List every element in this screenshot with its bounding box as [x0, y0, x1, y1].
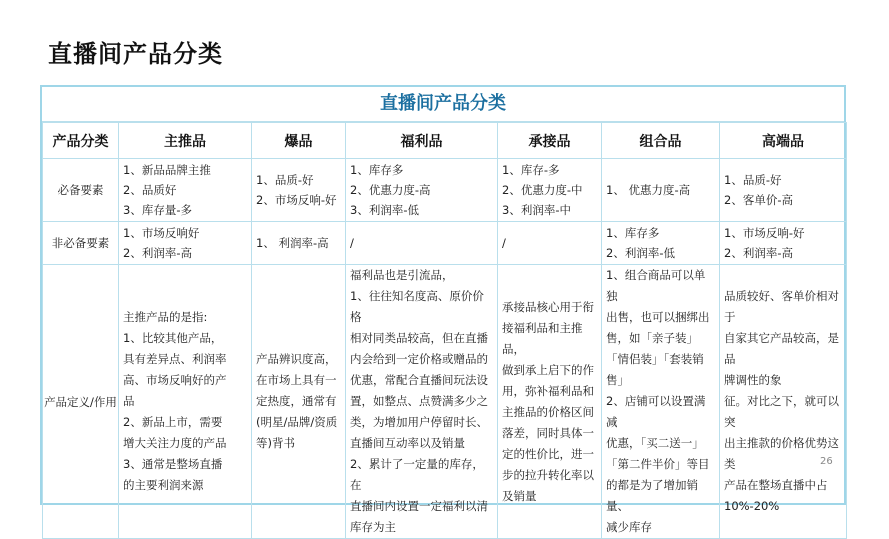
- table-title: 直播间产品分类: [42, 87, 844, 122]
- table-cell: 1、市场反响好 2、利润率-高: [119, 222, 252, 265]
- row-label-definition: 产品定义/作用: [43, 265, 119, 539]
- table-cell: 1、品质-好 2、市场反响-好: [252, 159, 346, 222]
- table-cell: /: [498, 222, 602, 265]
- table-cell: 主推产品的是指: 1、比较其他产品， 具有差异点、利润率 高、市场反响好的产 品 2、新品上市，需要 增大关注力度的产品 3、通常是整场直播 的主要利润来源: [119, 265, 252, 539]
- category-grid: [42, 122, 847, 539]
- header-category: 产品分类: [43, 123, 119, 159]
- table-cell: 1、库存多 2、优惠力度-高 3、利润率-低: [346, 159, 498, 222]
- table-cell: /: [346, 222, 498, 265]
- table-cell: 1、新品品牌主推 2、品质好 3、库存量-多: [119, 159, 252, 222]
- header-bundle-item: 组合品: [602, 123, 720, 159]
- header-hot-item: 爆品: [252, 123, 346, 159]
- product-category-table: [40, 85, 846, 534]
- table-cell: 1、组合商品可以单独 出售，也可以捆绑出 售，如「亲子装」 「情侣装」「套装销 售」 2、店铺可以设置满减 优惠，「买二送一」 「第二件半价」等目 的都是为了增加销量、 减少库存: [602, 265, 720, 539]
- table-cell: 1、市场反响-好 2、利润率-高: [720, 222, 847, 265]
- header-main-push: 主推品: [119, 123, 252, 159]
- table-row: [43, 265, 847, 539]
- row-label-required: 必备要素: [43, 159, 119, 222]
- table-cell: 产品辨识度高， 在市场上具有一 定热度，通常有 (明星/品牌/资质 等)背书: [252, 265, 346, 539]
- table-cell: 1、 利润率-高: [252, 222, 346, 265]
- header-bridge-item: 承接品: [498, 123, 602, 159]
- table-cell: 福利品也是引流品， 1、往往知名度高、原价价格 相对同类品较高，但在直播 内会给到一定价格或赠品的 优惠，常配合直播间玩法设 置，如整点、点赞满多少之 类，为增加用户停留时长、 直播间互动率以及销量 2、累计了一定量的库存，在 直播间内设置一定福利以清 库存为主: [346, 265, 498, 539]
- table-row: [43, 222, 847, 265]
- page-title: 直播间产品分类: [48, 40, 223, 68]
- table-cell: 1、库存-多 2、优惠力度-中 3、利润率-中: [498, 159, 602, 222]
- table-cell: 承接品核心用于衔 接福利品和主推品， 做到承上启下的作 用，弥补福利品和 主推品的价格区间 落差，同时具体一 定的性价比，进一 步的拉升转化率以 及销量: [498, 265, 602, 539]
- table-cell: 1、 优惠力度-高: [602, 159, 720, 222]
- page-number: 26: [820, 456, 833, 467]
- header-welfare-item: 福利品: [346, 123, 498, 159]
- header-premium-item: 高端品: [720, 123, 847, 159]
- table-cell: 1、品质-好 2、客单价-高: [720, 159, 847, 222]
- header-row: [43, 123, 847, 159]
- row-label-optional: 非必备要素: [43, 222, 119, 265]
- table-cell: 1、库存多 2、利润率-低: [602, 222, 720, 265]
- table-cell: 品质较好、客单价相对于 自家其它产品较高，是品 牌调性的象 征。对比之下，就可以突 出主推款的价格优势这类 产品在整场直播中占 10%-20%: [720, 265, 847, 539]
- table-row: [43, 159, 847, 222]
